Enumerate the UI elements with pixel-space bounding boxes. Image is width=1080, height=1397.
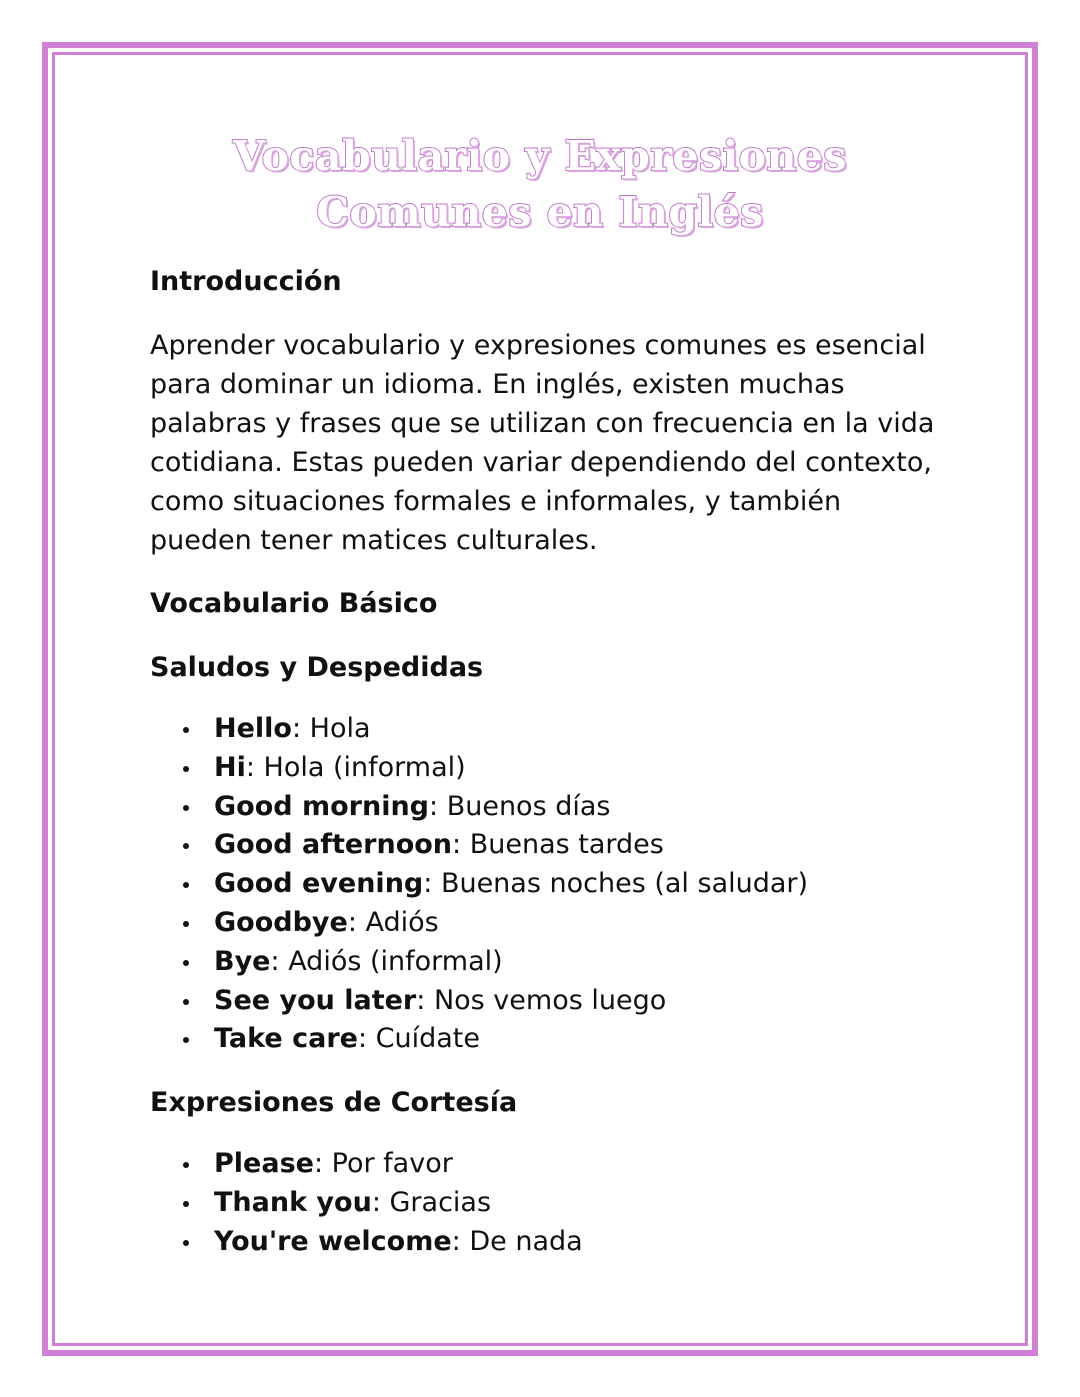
term: Good evening [214,868,424,900]
meaning: Nos vemos luego [433,984,667,1016]
list-item: Please: Por favor [150,1145,940,1184]
list-item: Goodbye: Adiós [150,904,940,943]
intro-paragraph: Aprender vocabulario y expresiones comunes es esencial para dominar un idioma. En inglés, existen muchas palabras y frases que se utilizan con frecuencia en la vida cotidiana. Estas pueden variar dependiendo del contexto, como situaciones formales e informales, y también pueden tener matices culturales. [150,330,935,556]
list-item: Hello: Hola [150,710,940,749]
intro-heading: Introducción [150,266,342,297]
page-title [60,128,1020,240]
meaning: Adiós [365,906,439,938]
term: Bye [214,945,271,977]
meaning: Buenas noches (al saludar) [440,868,809,900]
term: See you later [214,984,417,1016]
title-line-1: Vocabulario y Expresiones [233,132,847,180]
list-item: Good morning: Buenos días [150,788,940,827]
list-item: Thank you: Gracias [150,1184,940,1223]
term: Goodbye [214,906,348,938]
greetings-list [150,710,940,1059]
term: Take care [214,1023,358,1055]
meaning: Hola (informal) [263,751,466,783]
term: Hi [214,751,246,783]
meaning: Adiós (informal) [288,945,503,977]
term: Thank you [214,1186,372,1218]
document-body [150,262,940,1262]
term: You're welcome [214,1225,452,1257]
list-item: See you later: Nos vemos luego [150,982,940,1021]
meaning: De nada [469,1225,583,1257]
meaning: Por favor [331,1148,453,1180]
list-item: You're welcome: De nada [150,1223,940,1262]
list-item: Bye: Adiós (informal) [150,943,940,982]
vocab-heading: Vocabulario Básico [150,588,438,619]
courtesy-heading: Expresiones de Cortesía [150,1087,518,1119]
meaning: Buenos días [446,790,611,822]
meaning: Hola [309,713,371,744]
term: Good afternoon [214,829,453,861]
title-line-2: Comunes en Inglés [316,188,764,236]
term: Please [214,1148,314,1180]
list-item: Hi: Hola (informal) [150,749,940,788]
meaning: Buenas tardes [469,829,664,861]
meaning: Cuídate [375,1023,480,1055]
meaning: Gracias [389,1186,492,1218]
greetings-heading: Saludos y Despedidas [150,652,484,683]
courtesy-list [150,1145,940,1261]
list-item: Take care: Cuídate [150,1020,940,1059]
list-item: Good afternoon: Buenas tardes [150,826,940,865]
term: Good morning [214,790,430,822]
term: Hello [214,713,292,744]
list-item: Good evening: Buenas noches (al saludar) [150,865,940,904]
